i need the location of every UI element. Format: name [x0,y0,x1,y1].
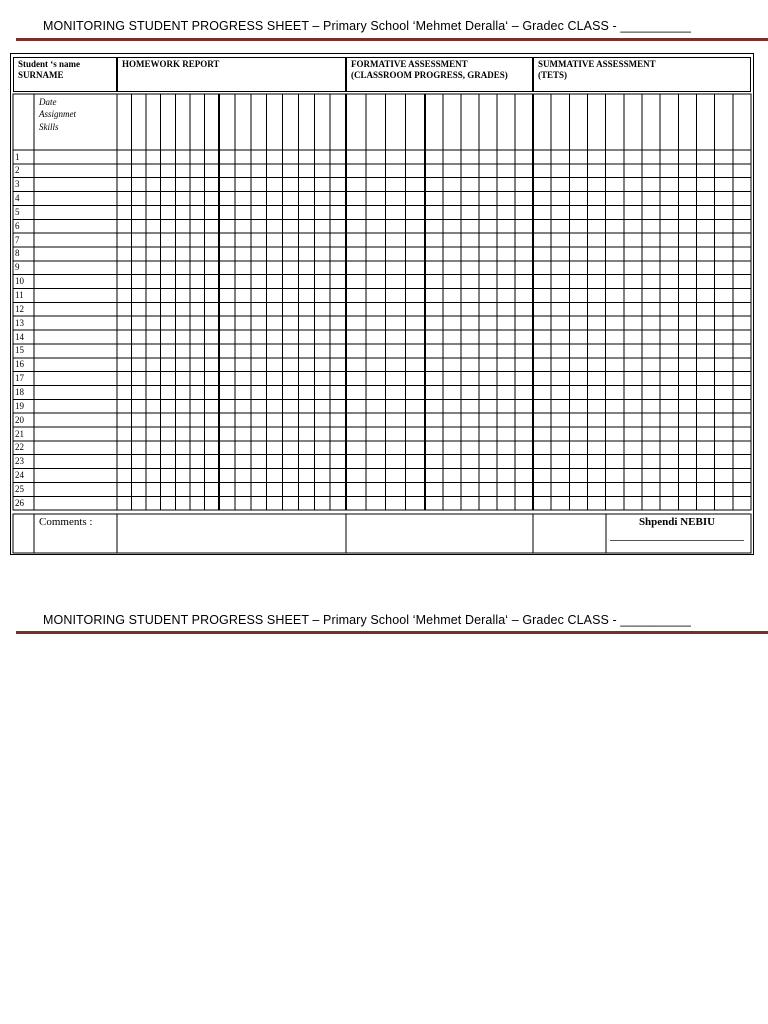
row-number: 18 [15,386,24,397]
row-number: 19 [15,400,24,411]
row-number: 21 [15,428,24,439]
formative-assessment-sublabel: (CLASSROOM PROGRESS, GRADES) [351,70,508,80]
row-number: 9 [15,262,20,273]
row-number: 12 [15,303,24,314]
summative-assessment-label: SUMMATIVE ASSESSMENT [538,59,656,69]
formative-assessment-label: FORMATIVE ASSESSMENT [351,59,468,69]
row-number: 20 [15,414,24,425]
student-name-label: Student ‘s name [18,59,81,69]
row-number: 16 [15,359,24,370]
skills-label: Skills [39,122,59,132]
assignment-label: Assignmet [39,109,76,119]
surname-label: SURNAME [18,70,64,80]
signature-line [610,540,744,541]
row-number: 6 [15,220,20,231]
row-number: 10 [15,276,24,287]
row-number: 8 [15,248,20,259]
row-number: 1 [15,151,20,162]
row-number: 4 [15,193,20,204]
row-number: 3 [15,179,20,190]
row-number: 25 [15,483,24,494]
page-title-repeat: MONITORING STUDENT PROGRESS SHEET – Primary School ‘Mehmet Deralla‘ – Gradec CLASS - __________ [43,613,691,627]
comments-label: Comments : [39,516,93,528]
signature-name: Shpendi NEBIU [638,516,716,528]
row-number: 13 [15,317,24,328]
row-number: 17 [15,373,24,384]
row-number: 24 [15,470,24,481]
row-number: 5 [15,206,20,217]
date-label: Date [39,97,57,107]
homework-report-label: HOMEWORK REPORT [122,59,220,69]
row-number: 15 [15,345,24,356]
summative-assessment-sublabel: (TETS) [538,70,568,80]
row-number: 14 [15,331,24,342]
row-number: 11 [15,290,24,300]
header-divider-repeat [16,631,768,634]
row-number: 22 [15,442,24,453]
row-number: 2 [15,165,20,176]
row-number: 23 [15,456,24,467]
row-number: 7 [15,234,20,245]
row-number: 26 [15,497,24,508]
page-title: MONITORING STUDENT PROGRESS SHEET – Primary School ‘Mehmet Deralla‘ – Gradec CLASS - __________ [43,19,691,33]
